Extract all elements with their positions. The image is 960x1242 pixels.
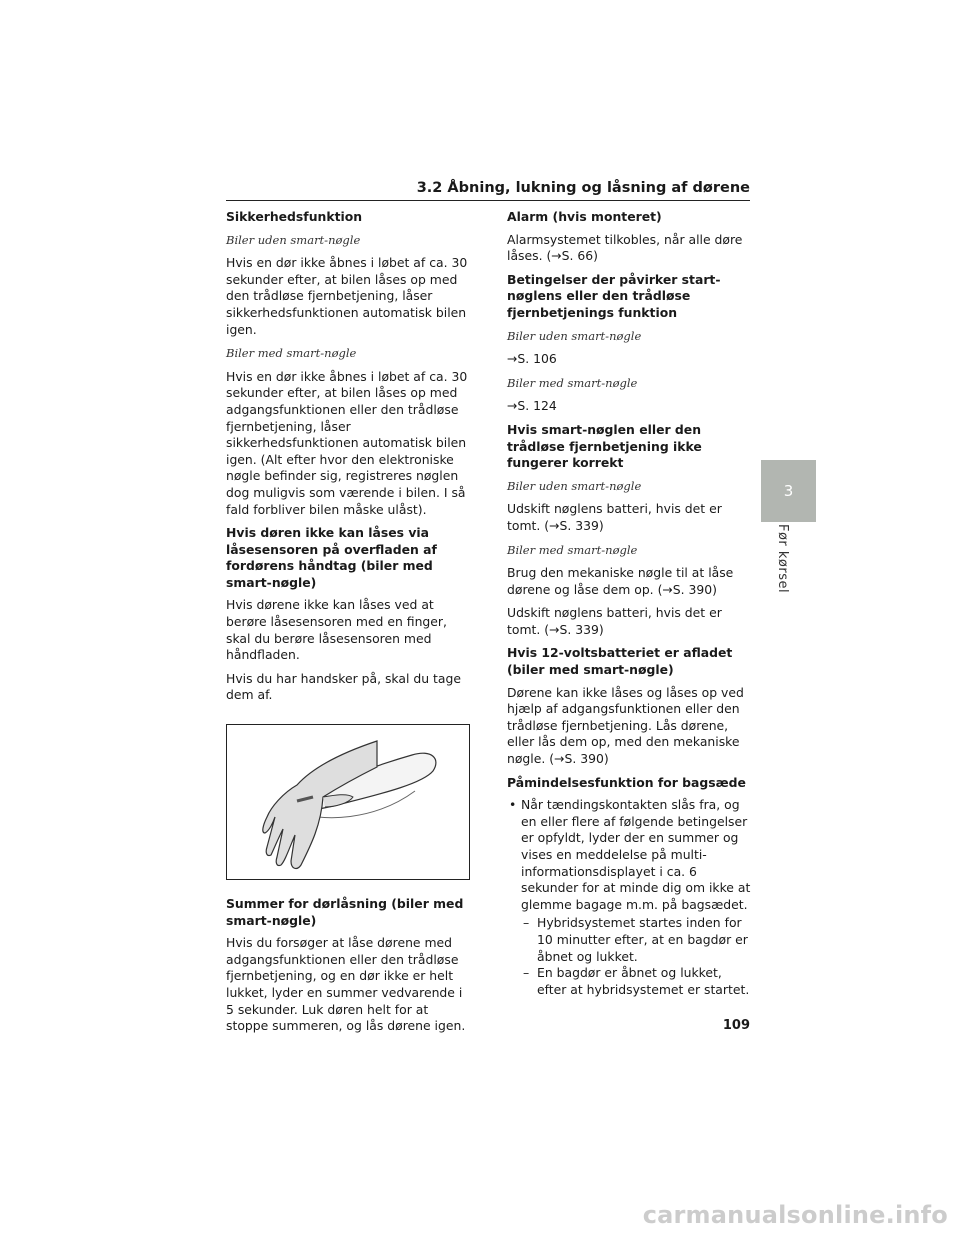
paragraph-replace-battery-2: Udskift nøglens batteri, hvis det er tomt. (→S. 339) <box>507 605 722 637</box>
heading-security-function: Sikkerhedsfunktion <box>226 209 363 224</box>
header-rule <box>226 200 750 201</box>
subheading-with-smart-key-3: Biler med smart-nøgle <box>507 542 638 557</box>
page-reference-106: →S. 106 <box>507 351 557 367</box>
heading-lock-sensor: Hvis døren ikke kan låses via låsesensoren på overfladen af fordørens håndtag (biler med smart-nøgle) <box>226 525 437 590</box>
paragraph-security-without-key: Hvis en dør ikke åbnes i løbet af ca. 30 sekunder efter, at bilen låses op med den trådløse fjernbetjening, låser sikkerhedsfunktionen automatisk bilen igen. <box>226 255 468 337</box>
paragraph-12v-battery: Dørene kan ikke låses og låses op ved hjælp af adgangsfunktionen eller den trådløse fjernbetjening. Lås dørene, eller lås dem op, med den mekaniske nøgle. (→S. 390) <box>507 684 744 767</box>
dash-mark: – <box>523 965 530 981</box>
heading-conditions: Betingelser der påvirker start-nøglens eller den trådløse fjernbetjenings funktion <box>507 271 721 320</box>
dash-mark: – <box>523 915 530 931</box>
heading-12v-battery: Hvis 12-voltsbatteriet er afladet (biler med smart-nøgle) <box>507 645 733 678</box>
chapter-label: Før kørsel <box>775 524 790 594</box>
heading-alarm: Alarm (hvis monteret) <box>507 209 662 224</box>
paragraph-replace-battery-1: Udskift nøglens batteri, hvis det er tomt. (→S. 339) <box>507 501 722 533</box>
paragraph-door-lock-buzzer: Hvis du forsøger at låse dørene med adgangsfunktionen eller den trådløse fjernbetjening, og en dør ikke er helt lukket, lyder en summer vedvarende i 5 sekunder. Luk døren helt for at stoppe summeren, og lås dørene igen. <box>226 935 466 1034</box>
heading-key-malfunction: Hvis smart-nøglen eller den trådløse fjernbetjening ikke fungerer korrekt <box>507 421 702 471</box>
paragraph-lock-sensor: Hvis dørene ikke kan låses ved at berøre låsesensoren med en finger, skal du berøre låsesensoren med håndfladen. <box>226 597 447 663</box>
list-item <box>507 915 755 965</box>
chapter-tab <box>761 460 816 522</box>
section-header-title: 3.2 Åbning, lukning og låsning af dørene <box>416 180 750 196</box>
heading-rear-seat-reminder: Påmindelsesfunktion for bagsæde <box>507 774 746 790</box>
heading-door-lock-buzzer: Summer for dørlåsning (biler med smart-nøgle) <box>226 896 464 928</box>
paragraph-alarm: Alarmsystemet tilkobles, når alle døre låses. (→S. 66) <box>507 231 743 264</box>
subheading-without-smart-key-3: Biler uden smart-nøgle <box>507 478 642 493</box>
dash-text: En bagdør er åbnet og lukket, efter at hybridsystemet er startet. <box>537 965 750 997</box>
bullet-mark: • <box>509 797 517 813</box>
right-column <box>507 209 755 998</box>
watermark: carmanualsonline.info <box>642 1201 948 1229</box>
hand-shape <box>263 741 377 868</box>
left-column <box>226 209 474 1042</box>
page-reference-124: →S. 124 <box>507 398 557 414</box>
hand-on-door-handle-illustration <box>226 724 470 880</box>
dash-text: Hybridsystemet startes inden for 10 minutter efter, at en bagdør er åbnet og lukket. <box>537 915 748 964</box>
subheading-with-smart-key: Biler med smart-nøgle <box>226 346 357 361</box>
page-number: 109 <box>722 1018 750 1033</box>
paragraph-gloves: Hvis du har handsker på, skal du tage dem af. <box>226 670 461 703</box>
paragraph-mechanical-key: Brug den mekaniske nøgle til at låse dørene og låse dem op. (→S. 390) <box>507 565 734 597</box>
subheading-with-smart-key-2: Biler med smart-nøgle <box>507 375 638 390</box>
list-item <box>507 965 755 998</box>
thumb-shape <box>323 795 353 807</box>
hand-illustration-svg <box>227 725 469 879</box>
list-item <box>507 797 755 913</box>
bullet-text: Når tændingskontakten slås fra, og en eller flere af følgende betingelser er opfyldt, lyder der en summer og vises en meddelelse på multi-informationsdisplayet i ca. 6 sekunder for at minde dig om ikke at glemme bagage m.m. på bagsædet. <box>521 797 751 912</box>
paragraph-security-with-key: Hvis en dør ikke åbnes i løbet af ca. 30 sekunder efter, at bilen låses op med adgangsfunktionen eller den trådløse fjernbetjening, låser sikkerhedsfunktionen automatisk bilen igen. (Alt efter hvor den elektroniske nøgle befinder sig, registreres nøglen dog muligvis som værende i bilen. I så fald forbliver bilen måske ulåst). <box>226 368 468 517</box>
chapter-number: 3 <box>783 482 794 500</box>
subheading-without-smart-key-2: Biler uden smart-nøgle <box>507 328 642 343</box>
subheading-without-smart-key: Biler uden smart-nøgle <box>226 232 361 247</box>
